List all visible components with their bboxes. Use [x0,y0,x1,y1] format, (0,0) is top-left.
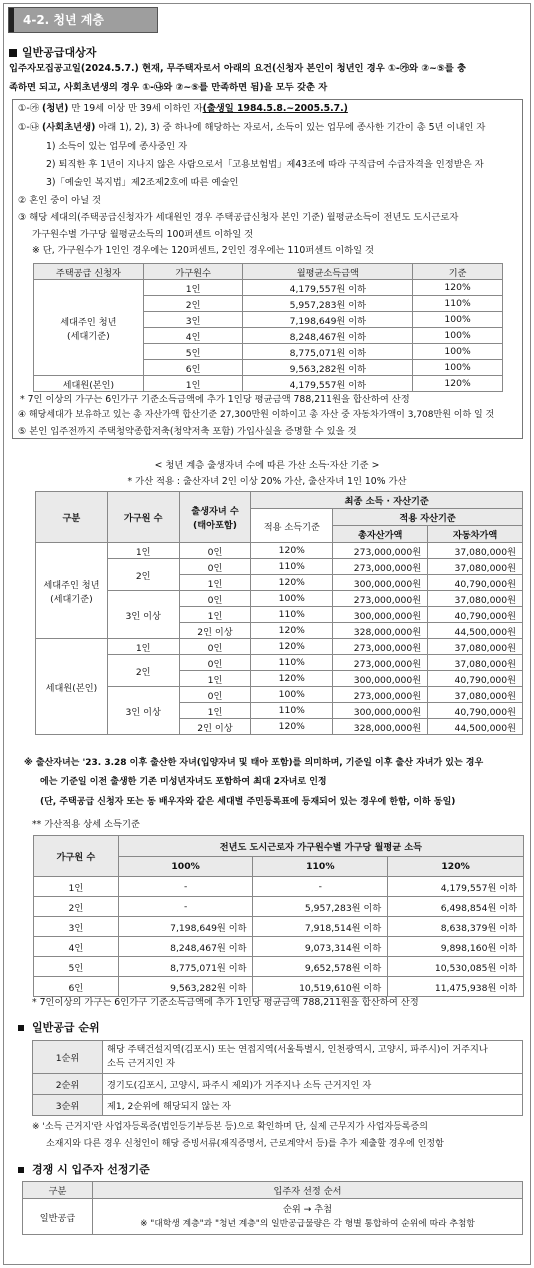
table-cell: 273,000,000원 [333,543,428,559]
table-cell: 6인 [34,977,119,997]
section-title: 4-2. 청년 계층 [8,7,158,33]
table-cell: 273,000,000원 [333,655,428,671]
req-marriage: ② 혼인 중이 아닐 것 [18,195,102,206]
table2-title: < 청년 계층 출생자녀 수에 따른 가산 소득·자산 기준 > [154,460,380,471]
table-cell: 40,790,000원 [428,607,523,623]
table-cell: 273,000,000원 [333,639,428,655]
bonus-table [35,491,523,735]
table-cell: - [118,897,253,917]
detail-income-note: ** 가산적용 상세 소득기준 [32,819,140,830]
table-cell: 1인 [179,671,251,687]
t1-group-label: 세대주인 청년 [60,316,117,328]
table-cell: 120% [251,719,333,735]
t1-header: 가구원수 [143,264,243,280]
t3-h-gaguwon: 가구원 수 [34,836,119,877]
table-cell: 0인 [179,687,251,703]
table-cell: 37,080,000원 [428,639,523,655]
table-cell: 9,073,314원 이하 [253,937,388,957]
table-cell: 110% [413,296,503,312]
table-cell: 4,179,557원 이하 [243,280,413,296]
t2-h-children-1: 출생자녀 수 [191,506,239,517]
general-heading [9,44,96,60]
table-cell: 4인 [34,937,119,957]
t3-note: * 7인이상의 가구는 6인가구 기준소득금액에 추가 1인당 평균금액 788,211원을 합산하여 산정 [32,997,419,1008]
t2-h-asset: 적용 자산기준 [333,509,523,526]
t1-header: 주택공급 신청자 [34,264,144,280]
t2-h-gubun: 구분 [36,492,108,543]
rank-desc: 제1, 2순위에 해당되지 않는 자 [103,1095,523,1116]
t2-h-final: 최종 소득 · 자산기준 [251,492,523,509]
t3-h-col: 120% [388,857,524,877]
table-cell: 37,080,000원 [428,687,523,703]
sel-order: 순위 → 추첨 [282,1203,333,1215]
table-cell: 6,498,854원 이하 [388,897,524,917]
t2-h-car: 자동차가액 [428,526,523,543]
t2-h-gaguwon: 가구원 수 [107,492,179,543]
req-youth-birth: (출생일 1984.5.8.~2005.5.7.) [202,103,348,114]
table-cell: 100% [413,344,503,360]
table-cell: 1인 [34,877,119,897]
table-cell: 1인 [143,376,243,392]
table-cell: 110% [251,703,333,719]
note-7person: * 7인 이상의 가구는 6인가구 기준소득금액에 추가 1인당 평균금액 788,211원을 합산하여 산정 [20,394,410,405]
rank-desc [103,1041,523,1074]
table-cell: 4,179,557원 이하 [388,877,524,897]
table-cell: 7,918,514원 이하 [253,917,388,937]
req-sub-1: 1) 소득이 있는 업무에 종사중인 자 [46,141,188,152]
t3-h-main: 전년도 도시근로자 가구원수별 가구당 월평균 소득 [118,836,523,857]
req-youth-num: ①-㉮ [18,103,42,114]
table-cell: 37,080,000원 [428,655,523,671]
table-cell: 10,519,610원 이하 [253,977,388,997]
table-cell: 100% [251,687,333,703]
table-cell: 2인 이상 [179,719,251,735]
table-cell: 100% [413,328,503,344]
table-cell: 0인 [179,591,251,607]
rank-desc-2: 소득 근거지인 자 [107,1058,175,1069]
table-cell: 120% [251,575,333,591]
rank-label: 2순위 [33,1074,103,1095]
t2-h-income: 적용 소득기준 [251,509,333,543]
table-cell: 37,080,000원 [428,543,523,559]
table-cell: 5인 [34,957,119,977]
table-cell: 273,000,000원 [333,591,428,607]
table-cell: 4인 [143,328,243,344]
table-cell: - [253,877,388,897]
table-cell: 273,000,000원 [333,559,428,575]
ranking-heading-text: 일반공급 순위 [32,1021,100,1034]
ranking-note-2: 소재지와 다른 경우 신청인이 해당 증빙서류(재직증명서, 근로계약서 등)를 추가 제출할 경우에 인정함 [46,1139,444,1149]
t2-h-children-2: (태아포함) [193,520,237,531]
sel-h1: 구분 [23,1182,93,1199]
req-newbie [18,120,485,135]
selection-heading-text: 경쟁 시 입주자 선정기준 [32,1163,150,1176]
req-youth-text: 만 19세 이상 만 39세 이하인 자 [68,103,203,114]
square-bullet-icon [18,1167,24,1173]
table-cell: - [118,877,253,897]
ranking-note-1: ※ '소득 근거지'란 사업자등록증(법인등기부등본 등)으로 확인하며 단, 실제 근무지가 사업자등록증의 [32,1122,428,1132]
req-youth [18,101,348,116]
detail-income-table [33,835,524,997]
table-cell: 40,790,000원 [428,671,523,687]
table-cell: 2인 이상 [179,623,251,639]
table-cell: 3인 이상 [107,591,179,639]
ranking-table [32,1040,523,1116]
t1-header: 기준 [413,264,503,280]
t1-group-sub: (세대기준) [67,330,110,342]
child-note-2: 에는 기준일 이전 출생한 기존 미성년자녀도 포함하여 최대 2자녀로 인정 [40,777,327,787]
req-savings: ⑤ 본인 입주전까지 주택청약종합저축(청약저축 포함) 가입사실을 증명할 수 있을 것 [18,426,357,437]
table-cell: 110% [251,559,333,575]
table-cell: 5인 [143,344,243,360]
t1-header: 월평균소득금액 [243,264,413,280]
table-cell: 44,500,000원 [428,719,523,735]
req-newbie-text: 아래 1), 2), 3) 중 하나에 해당하는 자로서, 소득이 있는 업무에 종사한 기간이 총 5년 이내인 자 [95,122,486,133]
table-cell: 2인 [107,655,179,687]
t1-group-member: 세대원(본인) [34,376,144,392]
table-cell: 9,563,282원 이하 [243,360,413,376]
t2-h-total: 총자산가액 [333,526,428,543]
t2-group-label: 세대주인 청년 [43,579,100,591]
req-newbie-label: (사회초년생) [41,122,96,133]
table-cell: 273,000,000원 [333,687,428,703]
table-cell: 300,000,000원 [333,703,428,719]
req-newbie-num: ①-㉯ [18,122,42,133]
req-sub-2: 2) 퇴직한 후 1년이 지나지 않은 사람으로서「고용보험법」제43조에 따라 구직급여 수급자격을 인정받은 자 [46,159,484,170]
sel-note: ※ "대학생 계층"과 "청년 계층"의 일반공급물량은 각 형별 통합하여 순위에 따라 추첨함 [140,1218,475,1229]
table-cell: 0인 [179,543,251,559]
table-cell: 1인 [179,607,251,623]
table-cell: 2인 [143,296,243,312]
table-cell: 9,652,578원 이하 [253,957,388,977]
rank-desc: 경기도(김포시, 고양시, 파주시 제외)가 거주지나 소득 근거지인 자 [103,1074,523,1095]
table-cell: 0인 [179,639,251,655]
child-note-1: ※ 출산자녀는 '23. 3.28 이후 출산한 자녀(입양자녀 및 태아 포함)를 의미하며, 기준일 이후 출산 자녀가 있는 경우 [24,758,484,768]
income-table [33,263,503,392]
table-cell: 8,248,467원 이하 [243,328,413,344]
selection-table [22,1181,523,1235]
sel-desc [93,1199,523,1235]
square-bullet-icon [18,1025,24,1031]
table-cell: 37,080,000원 [428,559,523,575]
rank-desc-1: 해당 주택건설지역(김포시) 또는 연접지역(서울특별시, 인천광역시, 고양시, 파주시)이 거주지나 [107,1044,488,1055]
table-cell: 40,790,000원 [428,575,523,591]
t2-group-member: 세대원(본인) [36,639,108,735]
table-cell: 100% [413,360,503,376]
t1-group-head [34,280,144,376]
table-cell: 120% [251,623,333,639]
table-cell: 1인 [107,543,179,559]
selection-heading [18,1161,150,1177]
table-cell: 0인 [179,655,251,671]
table-cell: 8,248,467원 이하 [118,937,253,957]
table-cell: 1인 [179,703,251,719]
table-cell: 0인 [179,559,251,575]
table-cell: 120% [413,280,503,296]
table-cell: 8,775,071원 이하 [118,957,253,977]
sel-h2: 입주자 선정 순서 [93,1182,523,1199]
table-cell: 2인 [107,559,179,591]
table-cell: 300,000,000원 [333,575,428,591]
table-cell: 3인 이상 [107,687,179,735]
table-cell: 120% [251,639,333,655]
rank-label: 3순위 [33,1095,103,1116]
table-cell: 120% [413,376,503,392]
table-cell: 110% [251,607,333,623]
t3-h-col: 110% [253,857,388,877]
table-cell: 120% [251,543,333,559]
table-cell: 328,000,000원 [333,719,428,735]
table-cell: 9,563,282원 이하 [118,977,253,997]
table-cell: 11,475,938원 이하 [388,977,524,997]
req-income-note: ※ 단, 가구원수가 1인인 경우에는 120퍼센트, 2인인 경우에는 110퍼센트 이하일 것 [32,245,375,256]
table-cell: 110% [251,655,333,671]
table-cell: 5,957,283원 이하 [253,897,388,917]
table-cell: 8,775,071원 이하 [243,344,413,360]
table-cell: 1인 [107,639,179,655]
table-cell: 37,080,000원 [428,591,523,607]
table-cell: 5,957,283원 이하 [243,296,413,312]
table-cell: 6인 [143,360,243,376]
child-note-3: (단, 주택공급 신청자 또는 동 배우자와 같은 세대별 주민등록표에 등재되어 있는 경우에 한함, 이하 동일) [40,797,456,807]
t2-group-sub: (세대기준) [50,593,93,605]
table-cell: 3인 [34,917,119,937]
table-cell: 1인 [179,575,251,591]
t2-group-head [36,543,108,639]
table-cell: 328,000,000원 [333,623,428,639]
sel-label: 일반공급 [23,1199,93,1235]
general-intro-1: 입주자모집공고일(2024.5.7.) 현재, 무주택자로서 아래의 요건(신청자 본인이 청년인 경우 ①-㉮와 ②~⑤를 충 [9,63,466,74]
table2-subtitle: * 가산 적용 : 출산자녀 2인 이상 20% 가산, 출산자녀 1인 10% 가산 [127,476,407,487]
table-cell: 1인 [143,280,243,296]
req-income: ③ 해당 세대의(주택공급신청자가 세대원인 경우 주택공급신청자 본인 기준) 월평균소득이 전년도 도시근로자 [18,212,459,223]
t3-h-col: 100% [118,857,253,877]
table-cell: 100% [413,312,503,328]
table-cell: 2인 [34,897,119,917]
general-heading-text: 일반공급대상자 [22,46,97,59]
req-asset: ④ 해당세대가 보유하고 있는 총 자산가액 합산기준 27,300만원 이하이고 총 자산 중 자동차가액이 3,708만원 이하 일 것 [18,410,495,420]
table-cell: 10,530,085원 이하 [388,957,524,977]
table-cell: 300,000,000원 [333,607,428,623]
table-cell: 300,000,000원 [333,671,428,687]
table-cell: 9,898,160원 이하 [388,937,524,957]
square-bullet-icon [9,49,17,57]
table-cell: 120% [251,671,333,687]
table-cell: 4,179,557원 이하 [243,376,413,392]
table-cell: 8,638,379원 이하 [388,917,524,937]
req-income-2: 가구원수별 가구당 월평균소득의 100퍼센트 이하일 것 [32,229,254,240]
table-cell: 7,198,649원 이하 [118,917,253,937]
rank-label: 1순위 [33,1041,103,1074]
general-intro-2: 족하면 되고, 사회초년생의 경우 ①-㉯와 ②~⑤를 만족하면 됨)을 모두 갖춘 자 [9,82,328,93]
table-cell: 7,198,649원 이하 [243,312,413,328]
table-cell: 44,500,000원 [428,623,523,639]
req-sub-3: 3)「예술인 복지법」제2조제2호에 따른 예술인 [46,177,239,188]
table-cell: 40,790,000원 [428,703,523,719]
t2-h-children [179,492,251,543]
table-cell: 3인 [143,312,243,328]
ranking-heading [18,1019,100,1035]
table-cell: 100% [251,591,333,607]
req-youth-label: (청년) [41,103,69,114]
